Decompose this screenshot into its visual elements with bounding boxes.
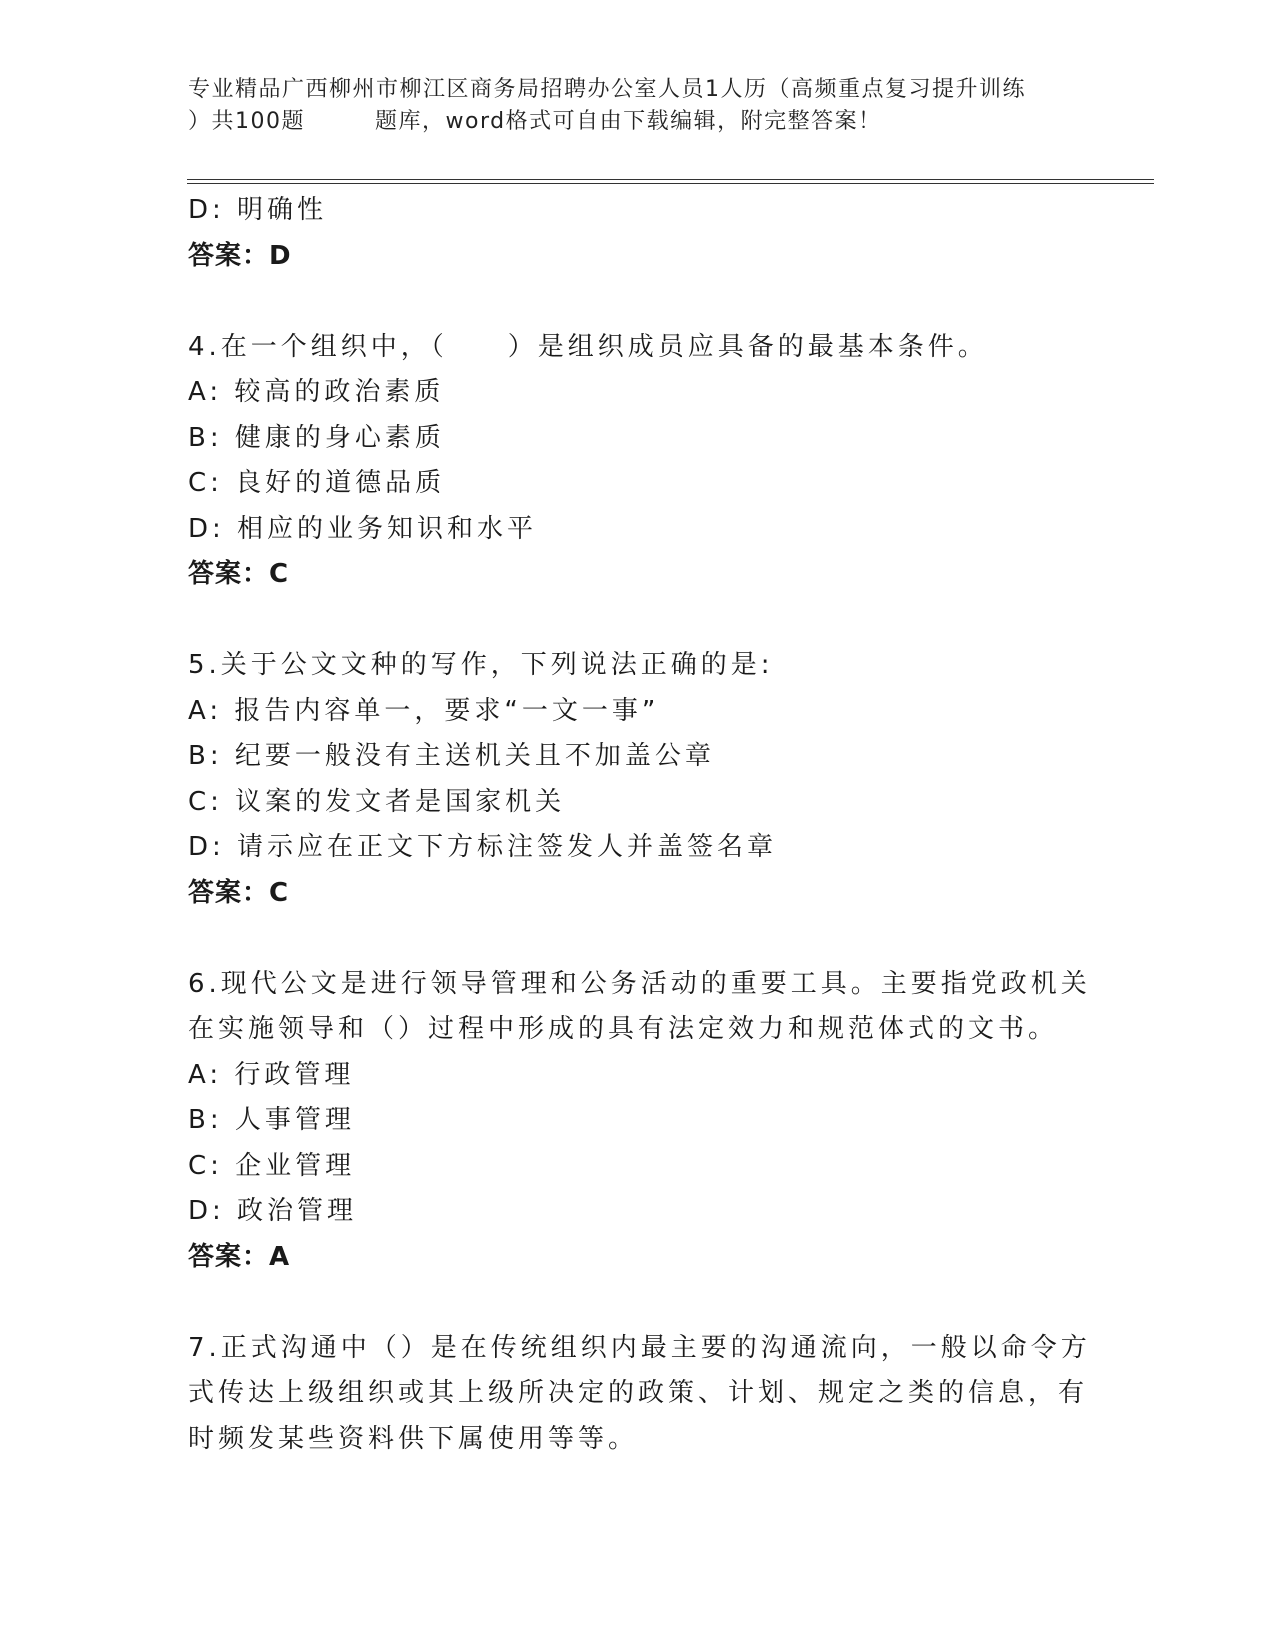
- header-title-line-1: 专业精品广西柳州市柳江区商务局招聘办公室人员1人历（高频重点复习提升训练: [188, 77, 1026, 102]
- question-text-line-2: 在实施领导和（）过程中形成的具有法定效力和规范体式的文书。: [188, 1014, 1059, 1044]
- answer-label: 答案：C: [188, 877, 290, 908]
- question-3-tail: [188, 188, 1088, 279]
- option-c: C: 企业管理: [188, 1150, 356, 1181]
- header-title-part-a: ）共100题: [188, 109, 305, 134]
- option-b: B: 健康的身心素质: [188, 422, 445, 453]
- answer-label: 答案：A: [188, 1241, 291, 1272]
- option-b: B: 人事管理: [188, 1105, 355, 1135]
- question-text-line-3: 时频发某些资料供下属使用等等。: [188, 1423, 639, 1454]
- option-d: D: 相应的业务知识和水平: [188, 513, 538, 544]
- question-text: 4.在一个组织中，（ ）是组织成员应具备的最基本条件。: [188, 331, 988, 362]
- question-5: [188, 643, 1088, 916]
- option-a: A: 较高的政治素质: [188, 377, 445, 407]
- option-a: A: 行政管理: [188, 1059, 355, 1090]
- question-text-line-1: 6.现代公文是进行领导管理和公务活动的重要工具。主要指党政机关: [188, 968, 1091, 999]
- question-7: [188, 1326, 1091, 1463]
- document-header: [188, 74, 1108, 138]
- header-divider-top: [187, 179, 1154, 180]
- option-b: B: 纪要一般没有主送机关且不加盖公章: [188, 741, 715, 771]
- option-d: D: 明确性: [188, 195, 328, 225]
- question-4: [188, 325, 1088, 598]
- question-list: [188, 188, 1091, 1462]
- option-c: C: 议案的发文者是国家机关: [188, 786, 566, 817]
- option-a: A: 报告内容单一，要求“一文一事”: [188, 695, 660, 726]
- answer-label: 答案：D: [188, 240, 292, 271]
- question-text: 5.关于公文文种的写作，下列说法正确的是:: [188, 650, 774, 680]
- header-title-part-b: 题库，word格式可自由下载编辑，附完整答案！: [375, 109, 882, 134]
- question-text-line-2: 式传达上级组织或其上级所决定的政策、计划、规定之类的信息，有: [188, 1378, 1089, 1408]
- answer-label: 答案：C: [188, 559, 290, 589]
- option-c: C: 良好的道德品质: [188, 468, 446, 498]
- question-6: [188, 962, 1091, 1281]
- option-d: D: 政治管理: [188, 1196, 358, 1226]
- header-divider-bottom: [187, 183, 1154, 184]
- option-d: D: 请示应在正文下方标注签发人并盖签名章: [188, 832, 778, 862]
- header-title-line-2: [188, 106, 1108, 138]
- question-text-line-1: 7.正式沟通中（）是在传统组织内最主要的沟通流向，一般以命令方: [188, 1332, 1091, 1363]
